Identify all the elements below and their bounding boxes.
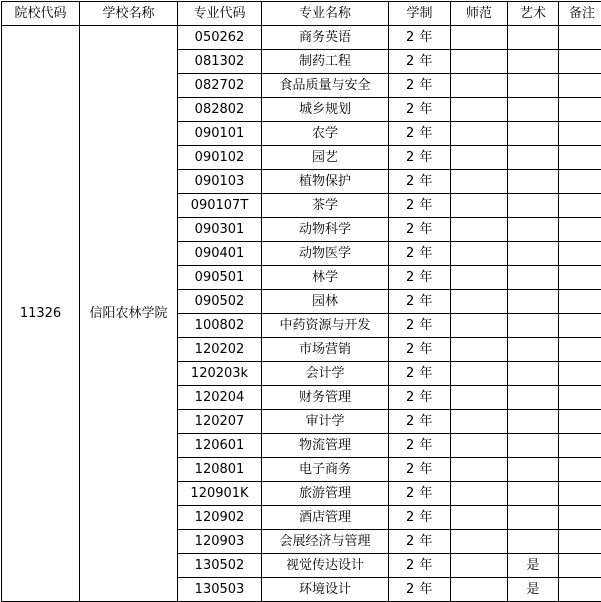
major-code-cell: 130503 [178, 578, 262, 602]
major-code-cell: 120902 [178, 506, 262, 530]
major-name-cell: 财务管理 [262, 386, 389, 410]
major-code-cell: 120601 [178, 434, 262, 458]
major-code-cell: 120207 [178, 410, 262, 434]
remark-cell [559, 386, 601, 410]
normal-flag-cell [451, 314, 508, 338]
study-length-cell: 2 年 [389, 530, 451, 554]
school-code-cell: 11326 [2, 26, 80, 602]
art-flag-cell [508, 74, 559, 98]
major-code-cell: 090102 [178, 146, 262, 170]
study-length-cell: 2 年 [389, 458, 451, 482]
study-length-cell: 2 年 [389, 266, 451, 290]
study-length-cell: 2 年 [389, 242, 451, 266]
major-name-cell: 城乡规划 [262, 98, 389, 122]
study-length-cell: 2 年 [389, 194, 451, 218]
major-code-cell: 082802 [178, 98, 262, 122]
study-length-cell: 2 年 [389, 482, 451, 506]
normal-flag-cell [451, 26, 508, 50]
normal-flag-cell [451, 170, 508, 194]
major-enrollment-table [1, 1, 601, 602]
major-name-cell: 动物医学 [262, 242, 389, 266]
major-name-cell: 市场营销 [262, 338, 389, 362]
normal-flag-cell [451, 554, 508, 578]
art-flag-cell [508, 266, 559, 290]
remark-cell [559, 194, 601, 218]
major-code-cell: 130502 [178, 554, 262, 578]
remark-cell [559, 146, 601, 170]
major-name-cell: 旅游管理 [262, 482, 389, 506]
normal-flag-cell [451, 530, 508, 554]
remark-cell [559, 266, 601, 290]
art-flag-cell [508, 146, 559, 170]
study-length-cell: 2 年 [389, 554, 451, 578]
major-name-cell: 环境设计 [262, 578, 389, 602]
normal-flag-cell [451, 146, 508, 170]
remark-cell [559, 26, 601, 50]
major-code-cell: 090501 [178, 266, 262, 290]
remark-cell [559, 578, 601, 602]
major-name-cell: 园艺 [262, 146, 389, 170]
normal-flag-cell [451, 506, 508, 530]
art-flag-cell [508, 98, 559, 122]
header-major-code: 专业代码 [178, 2, 262, 26]
remark-cell [559, 362, 601, 386]
study-length-cell: 2 年 [389, 362, 451, 386]
remark-cell [559, 482, 601, 506]
remark-cell [559, 74, 601, 98]
major-code-cell: 090502 [178, 290, 262, 314]
major-code-cell: 090101 [178, 122, 262, 146]
school-name-cell: 信阳农林学院 [80, 26, 178, 602]
study-length-cell: 2 年 [389, 218, 451, 242]
remark-cell [559, 170, 601, 194]
major-name-cell: 林学 [262, 266, 389, 290]
art-flag-cell [508, 50, 559, 74]
art-flag-cell [508, 122, 559, 146]
normal-flag-cell [451, 338, 508, 362]
major-name-cell: 农学 [262, 122, 389, 146]
normal-flag-cell [451, 410, 508, 434]
header-length: 学制 [389, 2, 451, 26]
study-length-cell: 2 年 [389, 506, 451, 530]
study-length-cell: 2 年 [389, 170, 451, 194]
major-code-cell: 090103 [178, 170, 262, 194]
normal-flag-cell [451, 194, 508, 218]
major-name-cell: 审计学 [262, 410, 389, 434]
major-code-cell: 120801 [178, 458, 262, 482]
art-flag-cell [508, 314, 559, 338]
remark-cell [559, 434, 601, 458]
art-flag-cell [508, 242, 559, 266]
major-code-cell: 090107T [178, 194, 262, 218]
normal-flag-cell [451, 386, 508, 410]
remark-cell [559, 506, 601, 530]
header-remark: 备注 [559, 2, 601, 26]
major-name-cell: 植物保护 [262, 170, 389, 194]
major-name-cell: 商务英语 [262, 26, 389, 50]
study-length-cell: 2 年 [389, 50, 451, 74]
major-code-cell: 120903 [178, 530, 262, 554]
normal-flag-cell [451, 266, 508, 290]
art-flag-cell [508, 170, 559, 194]
header-school-code: 院校代码 [2, 2, 80, 26]
normal-flag-cell [451, 458, 508, 482]
study-length-cell: 2 年 [389, 410, 451, 434]
study-length-cell: 2 年 [389, 122, 451, 146]
remark-cell [559, 218, 601, 242]
art-flag-cell [508, 506, 559, 530]
art-flag-cell [508, 26, 559, 50]
major-name-cell: 会计学 [262, 362, 389, 386]
normal-flag-cell [451, 290, 508, 314]
normal-flag-cell [451, 242, 508, 266]
remark-cell [559, 338, 601, 362]
normal-flag-cell [451, 482, 508, 506]
art-flag-cell [508, 482, 559, 506]
header-major-name: 专业名称 [262, 2, 389, 26]
study-length-cell: 2 年 [389, 386, 451, 410]
remark-cell [559, 122, 601, 146]
normal-flag-cell [451, 98, 508, 122]
document-page [0, 1, 601, 602]
major-name-cell: 茶学 [262, 194, 389, 218]
table-row [2, 26, 601, 50]
major-name-cell: 食品质量与安全 [262, 74, 389, 98]
art-flag-cell [508, 290, 559, 314]
art-flag-cell [508, 362, 559, 386]
remark-cell [559, 410, 601, 434]
major-code-cell: 090301 [178, 218, 262, 242]
table-header [2, 2, 601, 26]
remark-cell [559, 242, 601, 266]
major-name-cell: 会展经济与管理 [262, 530, 389, 554]
study-length-cell: 2 年 [389, 74, 451, 98]
normal-flag-cell [451, 50, 508, 74]
major-code-cell: 120202 [178, 338, 262, 362]
study-length-cell: 2 年 [389, 146, 451, 170]
major-code-cell: 100802 [178, 314, 262, 338]
study-length-cell: 2 年 [389, 338, 451, 362]
study-length-cell: 2 年 [389, 26, 451, 50]
art-flag-cell [508, 410, 559, 434]
art-flag-cell: 是 [508, 554, 559, 578]
normal-flag-cell [451, 362, 508, 386]
major-code-cell: 050262 [178, 26, 262, 50]
study-length-cell: 2 年 [389, 290, 451, 314]
major-name-cell: 视觉传达设计 [262, 554, 389, 578]
study-length-cell: 2 年 [389, 578, 451, 602]
major-name-cell: 物流管理 [262, 434, 389, 458]
art-flag-cell: 是 [508, 578, 559, 602]
art-flag-cell [508, 530, 559, 554]
remark-cell [559, 530, 601, 554]
normal-flag-cell [451, 74, 508, 98]
major-name-cell: 园林 [262, 290, 389, 314]
normal-flag-cell [451, 122, 508, 146]
study-length-cell: 2 年 [389, 98, 451, 122]
major-name-cell: 动物科学 [262, 218, 389, 242]
header-school-name: 学校名称 [80, 2, 178, 26]
major-name-cell: 制药工程 [262, 50, 389, 74]
normal-flag-cell [451, 578, 508, 602]
major-code-cell: 082702 [178, 74, 262, 98]
table-body [2, 26, 601, 602]
major-code-cell: 120203k [178, 362, 262, 386]
remark-cell [559, 458, 601, 482]
remark-cell [559, 554, 601, 578]
remark-cell [559, 314, 601, 338]
header-normal: 师范 [451, 2, 508, 26]
normal-flag-cell [451, 434, 508, 458]
remark-cell [559, 290, 601, 314]
art-flag-cell [508, 434, 559, 458]
art-flag-cell [508, 194, 559, 218]
art-flag-cell [508, 386, 559, 410]
normal-flag-cell [451, 218, 508, 242]
table-header-row [2, 2, 601, 26]
study-length-cell: 2 年 [389, 434, 451, 458]
major-name-cell: 中药资源与开发 [262, 314, 389, 338]
remark-cell [559, 98, 601, 122]
header-art: 艺术 [508, 2, 559, 26]
study-length-cell: 2 年 [389, 314, 451, 338]
major-code-cell: 090401 [178, 242, 262, 266]
art-flag-cell [508, 218, 559, 242]
major-name-cell: 电子商务 [262, 458, 389, 482]
major-code-cell: 081302 [178, 50, 262, 74]
major-code-cell: 120204 [178, 386, 262, 410]
major-name-cell: 酒店管理 [262, 506, 389, 530]
art-flag-cell [508, 338, 559, 362]
remark-cell [559, 50, 601, 74]
major-code-cell: 120901K [178, 482, 262, 506]
art-flag-cell [508, 458, 559, 482]
